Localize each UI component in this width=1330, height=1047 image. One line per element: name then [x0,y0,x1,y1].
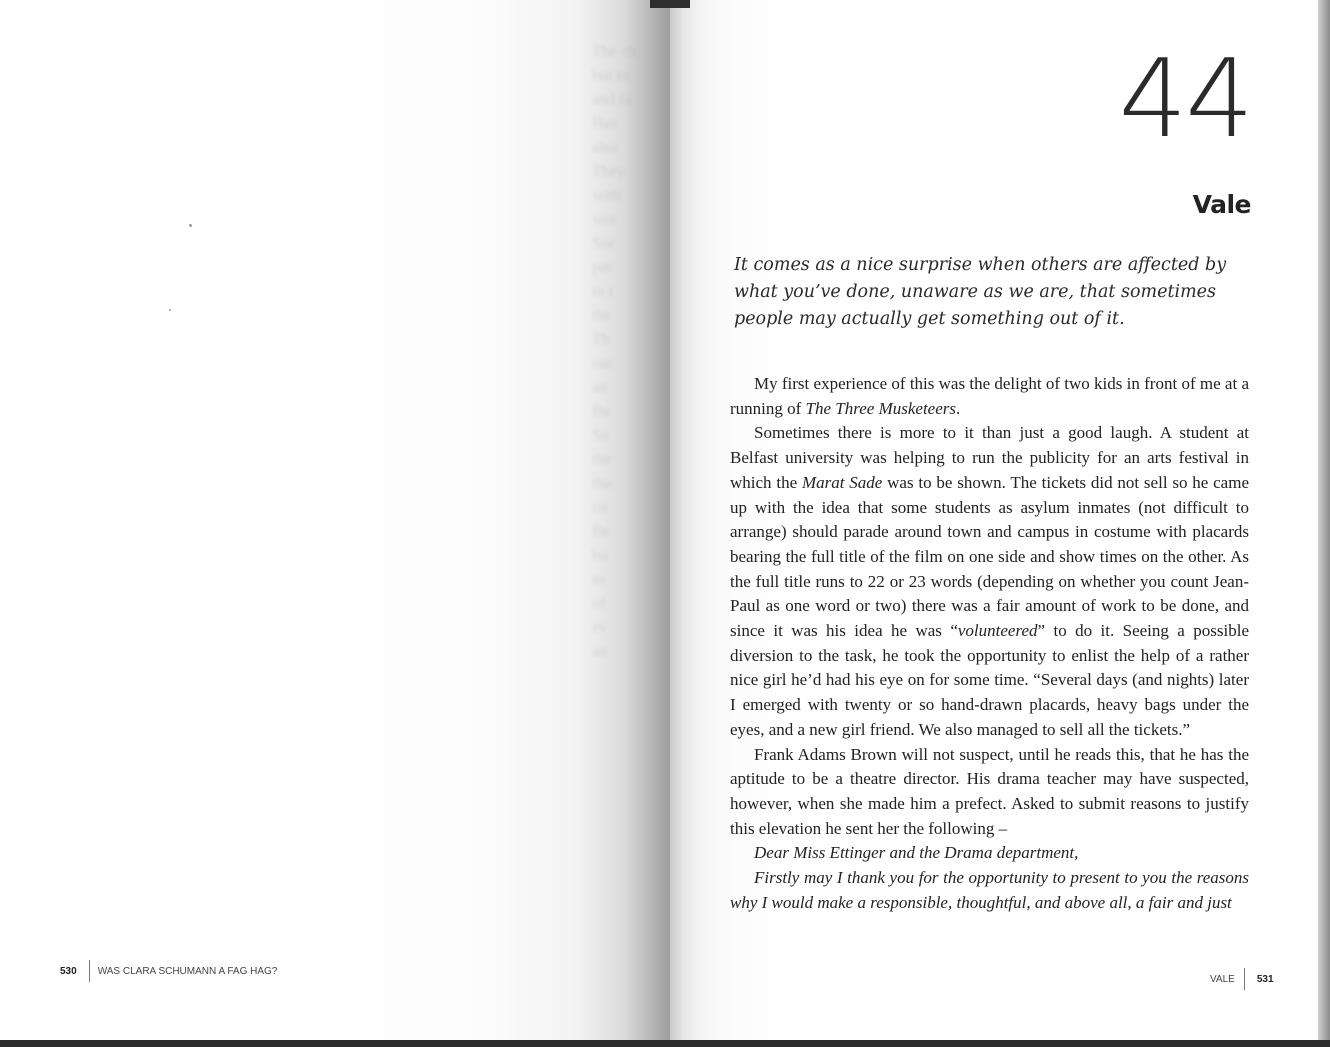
right-page-number: 531 [1256,973,1274,985]
letter-body: Firstly may I thank you for the opportunity to present to you the reasons why I would make a responsible, thoughtful, and above all, a fair and just [730,868,1249,912]
chapter-body [730,372,1249,915]
emphasis: volunteered [957,621,1038,641]
chapter-epigraph: It comes as a nice surprise when others are affected by what you’ve done, unaware as we are, that sometimes people may actually get something out of it. [734,255,1227,329]
left-running-head: WAS CLARA SCHUMANN A FAG HAG? [97,965,278,977]
letter-salutation: Dear Miss Ettinger and the Drama department, [754,843,1079,863]
body-paragraph [730,421,1249,742]
left-page-number: 530 [60,965,77,977]
left-page-footer [60,960,277,982]
text-run: was to be shown. The tickets did not sell so he came up with the idea that some students as asylum inmates (not difficult to arrange) should parade around town and campus in costume with placards bearing the full title of the film on one side and show times on the other. As the full title runs to 22 or 23 words (depending on whether you count Jean-Paul as one word or two) there was a fair amount of work to be done, and since it was his idea he was “ [730,472,1249,641]
show-through-text: The ch but m and fa Hav also They with wor Sor per in t the Th out an Bu So the tha co Be bu m of ev an [592,43,636,660]
right-running-head: VALE [1210,973,1235,985]
chapter-number: 44 [1118,37,1252,162]
page-edge [1318,0,1330,1047]
text-run: Sometimes there is more to it than just a good laugh. A student at Belfast university was helping to run the publicity for an arts festival in which the [730,423,1249,492]
body-paragraph: Frank Adams Brown will not suspect, until he reads this, that he has the aptitude to be a theatre director. His drama teacher may have suspected, however, when she made him a prefect. Asked to submit reasons to justify this elevation he sent her the following – [730,744,1249,838]
text-run: ” to do it. Seeing a possible diversion to the task, he took the opportunity to enlist the help of a rather nice girl he’d had his eye on for some time. “Several days (and nights) later I emerged with twenty or so hand-drawn placards, heavy bags under the eyes, and a new girl friend. We also managed to sell all the tickets.” [730,621,1249,739]
body-paragraph [730,372,1249,421]
footer-divider [1244,968,1245,990]
text-run: My first experience of this was the delight of two kids in front of me at a running of [730,374,1249,418]
text-run: . [956,398,961,418]
paper-speck [189,224,192,227]
right-page-footer [1210,968,1274,990]
scan-background [0,1040,1330,1047]
chapter-title: Vale [1192,190,1251,219]
film-title: The Three Musketeers [805,398,956,418]
paper-speck [169,309,171,311]
film-title: Marat Sade [801,472,883,492]
footer-divider [89,960,90,982]
binding-shadow [650,0,690,8]
